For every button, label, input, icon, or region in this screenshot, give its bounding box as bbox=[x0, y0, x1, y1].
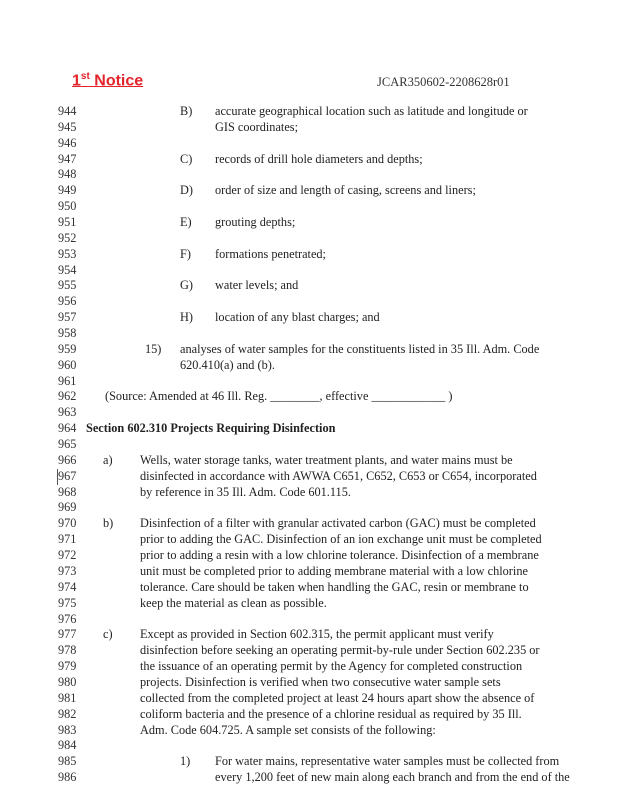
item-label: c) bbox=[103, 627, 113, 642]
document-line bbox=[0, 500, 618, 516]
line-number: 958 bbox=[58, 326, 77, 341]
line-text: (Source: Amended at 46 Ill. Reg. ________, effective ____________ ) bbox=[105, 389, 453, 404]
document-line bbox=[0, 453, 618, 469]
line-text: water levels; and bbox=[215, 278, 299, 293]
section-heading: Section 602.310 Projects Requiring Disinfection bbox=[86, 421, 336, 436]
line-number: 962 bbox=[58, 389, 77, 404]
document-line bbox=[0, 231, 618, 247]
line-number: 965 bbox=[58, 437, 77, 452]
notice-stamp bbox=[72, 71, 143, 90]
document-line bbox=[0, 152, 618, 168]
line-number: 981 bbox=[58, 690, 77, 705]
line-number: 973 bbox=[58, 563, 77, 578]
line-number: 976 bbox=[58, 611, 77, 626]
line-text: projects. Disinfection is verified when two consecutive water sample sets bbox=[140, 674, 501, 689]
line-number: 944 bbox=[58, 104, 77, 118]
line-text: prior to adding a resin with a low chlorine tolerance. Disinfection of a membrane bbox=[140, 548, 539, 563]
line-text: disinfected in accordance with AWWA C651, C652, C653 or C654, incorporated bbox=[140, 468, 537, 483]
line-text: collected from the completed project at least 24 hours apart show the absence of bbox=[140, 690, 535, 705]
line-number: 979 bbox=[58, 659, 77, 674]
item-label: a) bbox=[103, 452, 113, 467]
item-label: G) bbox=[180, 278, 193, 293]
line-number: 952 bbox=[58, 230, 77, 245]
document-line bbox=[0, 247, 618, 263]
item-label: F) bbox=[180, 246, 191, 261]
item-label: E) bbox=[180, 215, 192, 230]
document-line bbox=[0, 263, 618, 279]
line-text: every 1,200 feet of new main along each branch and from the end of the bbox=[215, 770, 570, 785]
document-line bbox=[0, 596, 618, 612]
line-text: location of any blast charges; and bbox=[215, 310, 380, 325]
line-text: 620.410(a) and (b). bbox=[180, 357, 275, 372]
line-number: 982 bbox=[58, 706, 77, 721]
line-number: 972 bbox=[58, 548, 77, 563]
notice-superscript: st bbox=[80, 71, 90, 82]
document-line bbox=[0, 437, 618, 453]
line-number: 968 bbox=[58, 484, 77, 499]
line-text: Disinfection of a filter with granular activated carbon (GAC) must be completed bbox=[140, 516, 536, 531]
document-line bbox=[0, 342, 618, 358]
item-label: 1) bbox=[180, 754, 191, 769]
line-number: 953 bbox=[58, 246, 77, 261]
line-number: 947 bbox=[58, 151, 77, 166]
document-line bbox=[0, 738, 618, 754]
item-label: b) bbox=[103, 516, 114, 531]
line-text: by reference in 35 Ill. Adm. Code 601.115. bbox=[140, 484, 351, 499]
line-number: 974 bbox=[58, 579, 77, 594]
line-number: 978 bbox=[58, 643, 77, 658]
document-line bbox=[0, 548, 618, 564]
line-text: prior to adding the GAC. Disinfection of an ion exchange unit must be completed bbox=[140, 532, 542, 547]
line-number: 961 bbox=[58, 373, 77, 388]
line-number: 985 bbox=[58, 754, 77, 769]
document-line bbox=[0, 389, 618, 405]
document-line bbox=[0, 564, 618, 580]
line-number: 946 bbox=[58, 135, 77, 150]
document-line bbox=[0, 659, 618, 675]
line-text: Wells, water storage tanks, water treatment plants, and water mains must be bbox=[140, 452, 513, 467]
line-number: 963 bbox=[58, 405, 77, 420]
document-line bbox=[0, 770, 618, 786]
line-text: the issuance of an operating permit by the Agency for completed construction bbox=[140, 659, 523, 674]
line-text: order of size and length of casing, screens and liners; bbox=[215, 183, 476, 198]
item-label: H) bbox=[180, 310, 193, 325]
line-number: 948 bbox=[58, 167, 77, 182]
document-line bbox=[0, 723, 618, 739]
line-text: disinfection before seeking an operating permit-by-rule under Section 602.235 or bbox=[140, 643, 540, 658]
notice-label: Notice bbox=[89, 72, 144, 90]
document-line bbox=[0, 421, 618, 437]
item-label: 15) bbox=[145, 341, 162, 356]
document-line bbox=[0, 358, 618, 374]
document-line bbox=[0, 183, 618, 199]
document-line bbox=[0, 754, 618, 770]
line-text: records of drill hole diameters and depths; bbox=[215, 151, 423, 166]
document-body bbox=[0, 104, 618, 786]
line-text: GIS coordinates; bbox=[215, 119, 298, 134]
document-line bbox=[0, 516, 618, 532]
line-text: formations penetrated; bbox=[215, 246, 326, 261]
document-line bbox=[0, 691, 618, 707]
document-line bbox=[0, 469, 618, 485]
item-label: B) bbox=[180, 104, 193, 118]
line-text: analyses of water samples for the constituents listed in 35 Ill. Adm. Code bbox=[180, 341, 540, 356]
line-text: For water mains, representative water samples must be collected from bbox=[215, 754, 560, 769]
document-line bbox=[0, 627, 618, 643]
line-number: 967 bbox=[58, 468, 77, 483]
line-number: 950 bbox=[58, 199, 77, 214]
line-number: 951 bbox=[58, 215, 77, 230]
document-line bbox=[0, 278, 618, 294]
document-line bbox=[0, 675, 618, 691]
line-number: 949 bbox=[58, 183, 77, 198]
line-number: 970 bbox=[58, 516, 77, 531]
document-id: JCAR350602-2208628r01 bbox=[377, 75, 510, 89]
document-line bbox=[0, 120, 618, 136]
line-number: 954 bbox=[58, 262, 77, 277]
line-number: 955 bbox=[58, 278, 77, 293]
document-line bbox=[0, 310, 618, 326]
line-number: 983 bbox=[58, 722, 77, 737]
notice-number: 1 bbox=[72, 72, 81, 90]
line-number: 969 bbox=[58, 500, 77, 515]
line-number: 964 bbox=[58, 421, 77, 436]
line-number: 986 bbox=[58, 770, 77, 785]
document-line bbox=[0, 485, 618, 501]
line-text: grouting depths; bbox=[215, 215, 296, 230]
document-line bbox=[0, 532, 618, 548]
line-text: keep the material as clean as possible. bbox=[140, 595, 327, 610]
document-line bbox=[0, 405, 618, 421]
line-text: coliform bacteria and the presence of a chlorine residual as required by 35 Ill. bbox=[140, 706, 522, 721]
line-number: 975 bbox=[58, 595, 77, 610]
line-number: 957 bbox=[58, 310, 77, 325]
line-number: 960 bbox=[58, 357, 77, 372]
line-text: unit must be completed prior to adding membrane material with a low chlorine bbox=[140, 563, 528, 578]
document-line bbox=[0, 643, 618, 659]
line-number: 945 bbox=[58, 119, 77, 134]
item-label: C) bbox=[180, 151, 193, 166]
document-line bbox=[0, 136, 618, 152]
document-line bbox=[0, 374, 618, 390]
line-number: 959 bbox=[58, 341, 77, 356]
line-text: tolerance. Care should be taken when handling the GAC, resin or membrane to bbox=[140, 579, 529, 594]
line-text: Adm. Code 604.725. A sample set consists of the following: bbox=[140, 722, 436, 737]
document-line bbox=[0, 215, 618, 231]
line-text: accurate geographical location such as latitude and longitude or bbox=[215, 104, 528, 118]
document-line bbox=[0, 707, 618, 723]
line-number: 977 bbox=[58, 627, 77, 642]
document-line bbox=[0, 167, 618, 183]
line-number: 980 bbox=[58, 674, 77, 689]
document-line bbox=[0, 104, 618, 120]
line-text: Except as provided in Section 602.315, the permit applicant must verify bbox=[140, 627, 494, 642]
line-number: 984 bbox=[58, 738, 77, 753]
document-line bbox=[0, 612, 618, 628]
line-number: 971 bbox=[58, 532, 77, 547]
item-label: D) bbox=[180, 183, 193, 198]
document-line bbox=[0, 294, 618, 310]
document-line bbox=[0, 199, 618, 215]
line-number: 966 bbox=[58, 452, 77, 467]
document-line bbox=[0, 580, 618, 596]
line-number: 956 bbox=[58, 294, 77, 309]
document-line bbox=[0, 326, 618, 342]
